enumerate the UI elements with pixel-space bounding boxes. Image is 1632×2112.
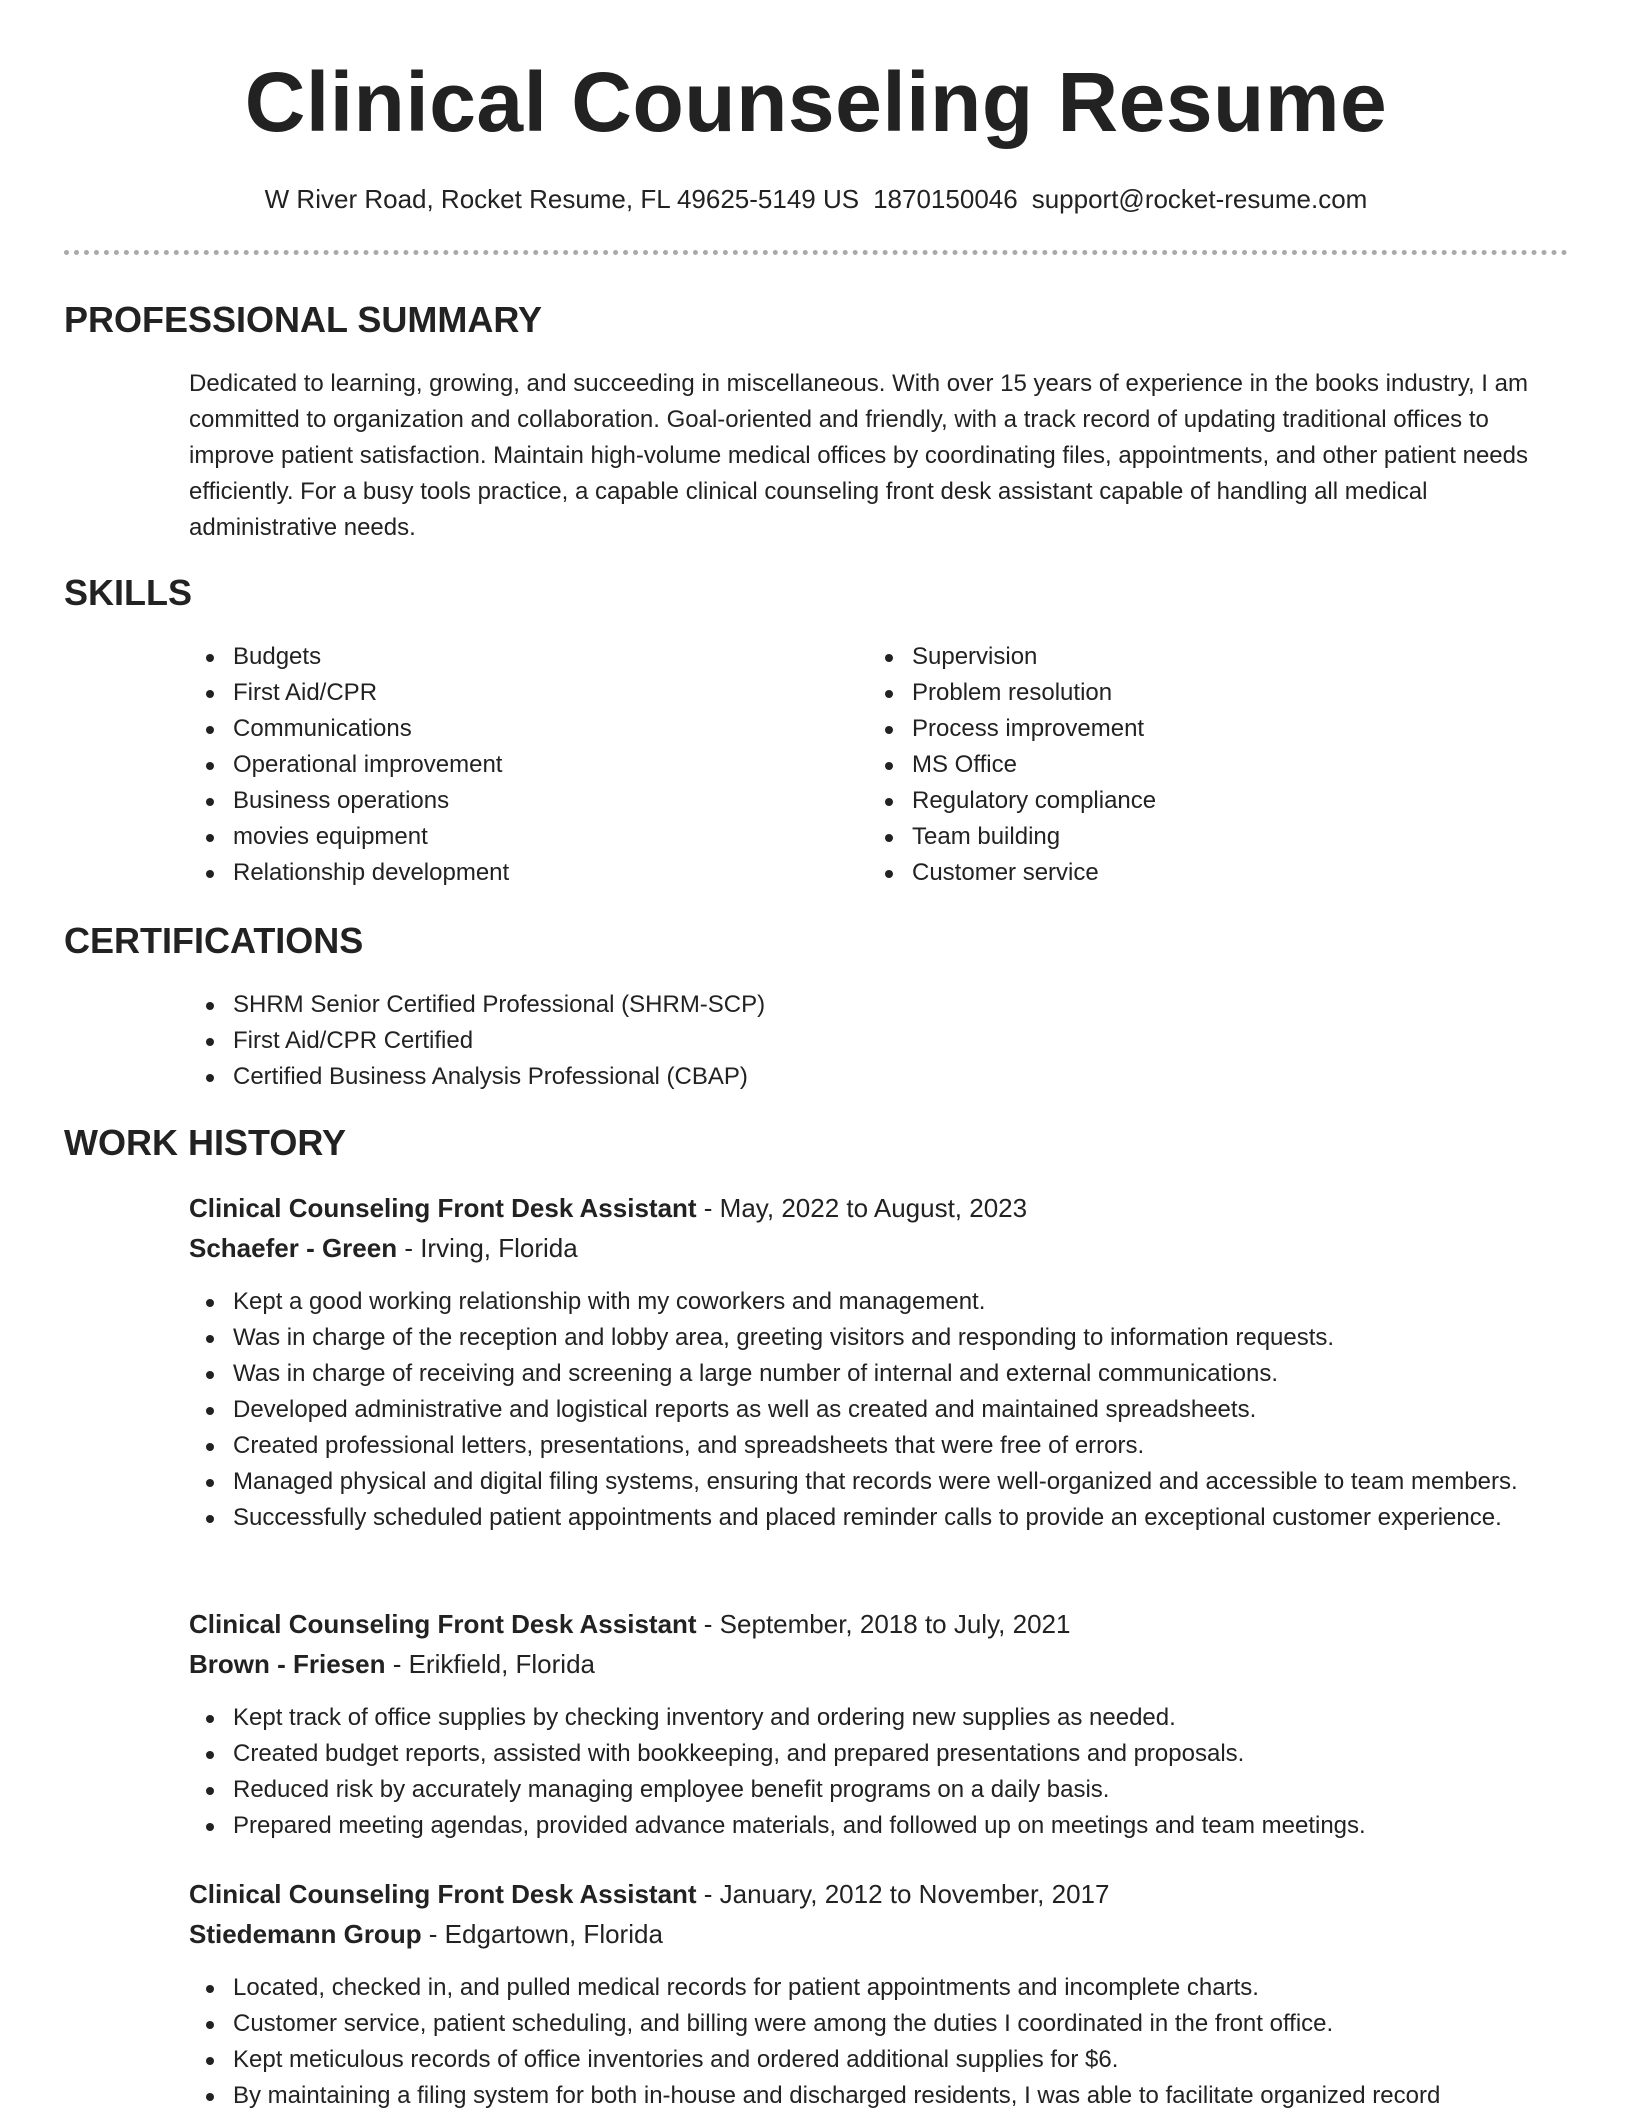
job-location: - Edgartown, Florida: [421, 1919, 663, 1949]
job-duty: By maintaining a filing system for both in-house and discharged residents, I was able to facilitate organized record: [189, 2078, 1579, 2112]
skill-item: MS Office: [868, 747, 1508, 783]
job-duty: Kept track of office supplies by checking inventory and ordering new supplies as needed.: [189, 1700, 1579, 1736]
certification-item: Certified Business Analysis Professional (CBAP): [189, 1059, 1489, 1095]
job-duties-list: [189, 1700, 1579, 1844]
job-duty: Created budget reports, assisted with bookkeeping, and prepared presentations and proposals.: [189, 1736, 1579, 1772]
certification-item: First Aid/CPR Certified: [189, 1023, 1489, 1059]
section-title-certifications: CERTIFICATIONS: [64, 920, 364, 961]
job-dates: - January, 2012 to November, 2017: [696, 1879, 1110, 1909]
skill-item: movies equipment: [189, 819, 829, 855]
job-duty: Was in charge of the reception and lobby area, greeting visitors and responding to information requests.: [189, 1320, 1579, 1356]
skill-item: Supervision: [868, 639, 1508, 675]
job-title-line: [189, 1606, 1070, 1642]
certification-item: SHRM Senior Certified Professional (SHRM-SCP): [189, 987, 1489, 1023]
section-title-summary: PROFESSIONAL SUMMARY: [64, 299, 543, 340]
contact-email: support@rocket-resume.com: [1031, 184, 1368, 214]
job-duty: Successfully scheduled patient appointments and placed reminder calls to provide an exceptional customer experience.: [189, 1500, 1579, 1536]
skill-item: Relationship development: [189, 855, 829, 891]
skills-list-right: [868, 639, 1508, 891]
skill-item: Regulatory compliance: [868, 783, 1508, 819]
job-location: - Irving, Florida: [397, 1233, 578, 1263]
job-title-line: [189, 1876, 1109, 1912]
job-duties-list: [189, 1284, 1579, 1536]
skill-item: Customer service: [868, 855, 1508, 891]
job-duty: Customer service, patient scheduling, and billing were among the duties I coordinated in the front office.: [189, 2006, 1579, 2042]
job-duty: Managed physical and digital filing systems, ensuring that records were well-organized and accessible to team members.: [189, 1464, 1579, 1500]
job-company: Schaefer - Green: [189, 1233, 398, 1263]
job-duty: Developed administrative and logistical reports as well as created and maintained spreadsheets.: [189, 1392, 1579, 1428]
skill-item: Operational improvement: [189, 747, 829, 783]
job-company-line: [189, 1230, 578, 1266]
job-duty: Kept meticulous records of office inventories and ordered additional supplies for $6.: [189, 2042, 1579, 2078]
job-duty: Located, checked in, and pulled medical records for patient appointments and incomplete charts.: [189, 1970, 1579, 2006]
section-title-skills: SKILLS: [64, 572, 193, 613]
job-duties-list: [189, 1970, 1579, 2112]
skill-item: Communications: [189, 711, 829, 747]
job-title: Clinical Counseling Front Desk Assistant: [189, 1609, 697, 1639]
job-company-line: [189, 1646, 595, 1682]
skill-item: Team building: [868, 819, 1508, 855]
job-duty: Created professional letters, presentations, and spreadsheets that were free of errors.: [189, 1428, 1579, 1464]
skill-item: Problem resolution: [868, 675, 1508, 711]
job-dates: - September, 2018 to July, 2021: [696, 1609, 1071, 1639]
header-divider: [64, 250, 1568, 255]
job-title: Clinical Counseling Front Desk Assistant: [189, 1879, 697, 1909]
resume-title: Clinical Counseling Resume: [244, 55, 1388, 149]
skill-item: Business operations: [189, 783, 829, 819]
skill-item: First Aid/CPR: [189, 675, 829, 711]
job-company: Stiedemann Group: [189, 1919, 422, 1949]
contact-phone: 1870150046: [873, 184, 1018, 214]
job-company-line: [189, 1916, 663, 1952]
skills-list-left: [189, 639, 829, 891]
job-title: Clinical Counseling Front Desk Assistant: [189, 1193, 697, 1223]
job-duty: Reduced risk by accurately managing employee benefit programs on a daily basis.: [189, 1772, 1579, 1808]
skill-item: Budgets: [189, 639, 829, 675]
skill-item: Process improvement: [868, 711, 1508, 747]
contact-line: [0, 182, 1632, 216]
job-duty: Prepared meeting agendas, provided advance materials, and followed up on meetings and team meetings.: [189, 1808, 1579, 1844]
job-company: Brown - Friesen: [189, 1649, 386, 1679]
job-dates: - May, 2022 to August, 2023: [696, 1193, 1028, 1223]
job-duty: Was in charge of receiving and screening a large number of internal and external communications.: [189, 1356, 1579, 1392]
job-duty: Kept a good working relationship with my coworkers and management.: [189, 1284, 1579, 1320]
contact-address: W River Road, Rocket Resume, FL 49625-5149 US: [264, 184, 860, 214]
summary-text: Dedicated to learning, growing, and succeeding in miscellaneous. With over 15 years of experience in the books industry, I am committed to organization and collaboration. Goal-oriented and friendly, with a track record of updating traditional offices to improve patient satisfaction. Maintain high-volume medical offices by coordinating files, appointments, and other patient needs efficiently. For a busy tools practice, a capable clinical counseling front desk assistant capable of handling all medical administrative needs.: [189, 370, 1528, 541]
section-title-work-history: WORK HISTORY: [64, 1122, 347, 1163]
certifications-list: [189, 987, 1489, 1095]
job-title-line: [189, 1190, 1027, 1226]
job-location: - Erikfield, Florida: [385, 1649, 595, 1679]
